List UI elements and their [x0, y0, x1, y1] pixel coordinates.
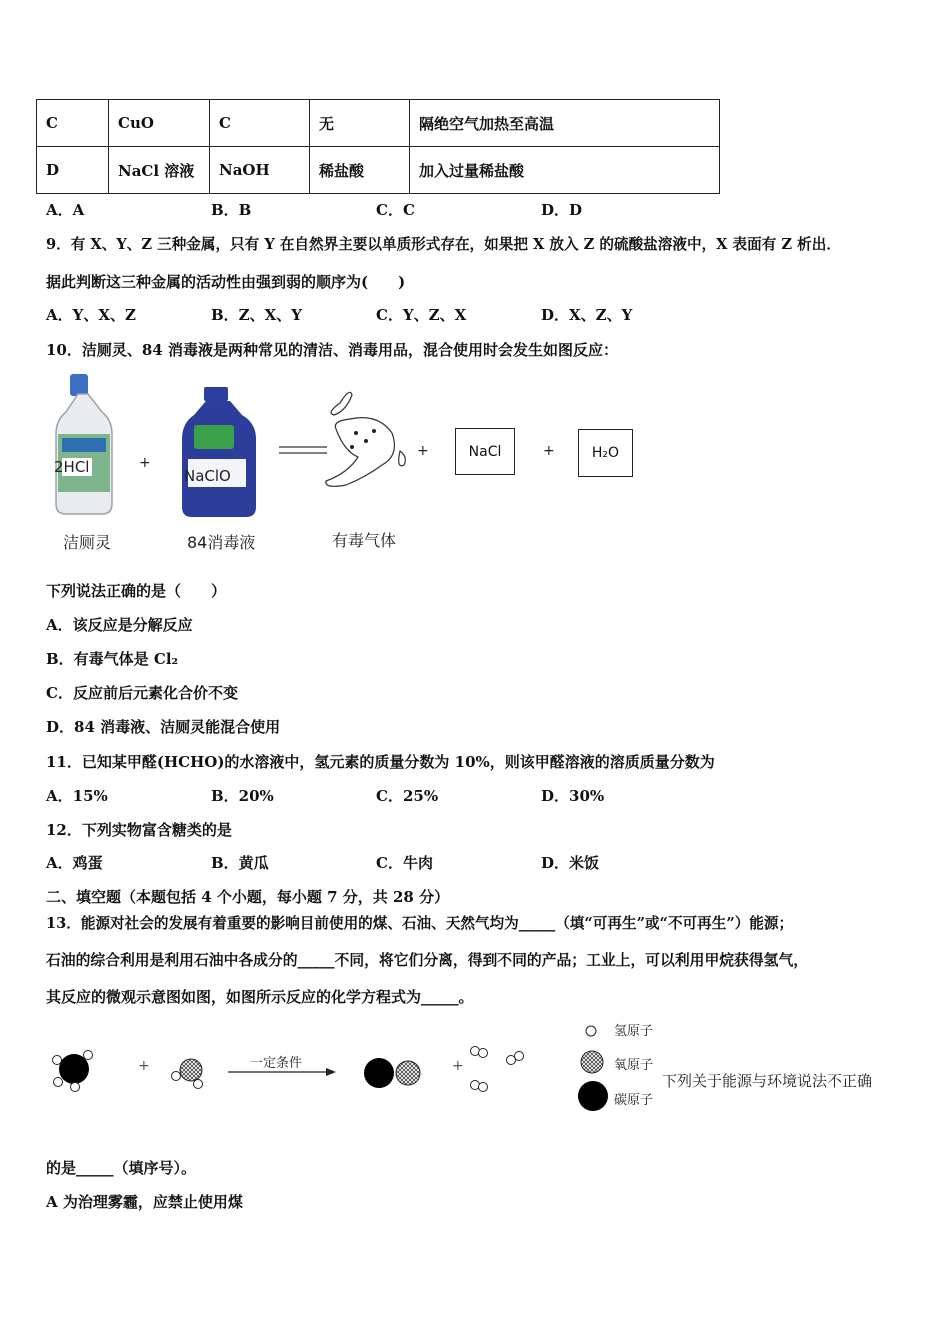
- row-d-reagent: 稀盐酸: [310, 147, 410, 194]
- q10-stem: 10．洁厕灵、84 消毒液是两种常见的清洁、消毒用品，混合使用时会发生如图反应：: [46, 341, 618, 359]
- bottle2-formula: NaClO: [184, 467, 231, 485]
- q8-option-d: D．D: [541, 201, 583, 219]
- q10-option-b: B．有毒气体是 Cl₂: [46, 650, 179, 668]
- q12-stem: 12．下列实物富含糖类的是: [46, 821, 232, 839]
- toxic-gas-icon: [318, 385, 410, 495]
- row-c-impurity: C: [210, 100, 310, 147]
- q12-option-d: D．米饭: [541, 854, 600, 872]
- row-c-reagent: 无: [310, 100, 410, 147]
- methane-reaction-diagram: [46, 1036, 546, 1106]
- svg-text:+: +: [452, 1058, 464, 1074]
- q13-option-a: A 为治理雾霾，应禁止使用煤: [46, 1193, 243, 1211]
- q9-stem-line2: 据此判断这三种金属的活动性由强到弱的顺序为( ): [46, 273, 406, 291]
- q12-option-a: A．鸡蛋: [46, 854, 103, 872]
- reaction-condition: 一定条件: [250, 1056, 303, 1071]
- disinfectant-bottle: [176, 385, 260, 519]
- caption-disinfectant: 84消毒液: [187, 533, 256, 552]
- q8-option-b: B．B: [211, 201, 252, 219]
- q9-option-d: D．X、Z、Y: [541, 306, 633, 324]
- q13-line1: 13．能源对社会的发展有着重要的影响目前使用的煤、石油、天然气均为_____（填“可再生”或“不可再生”）能源；: [46, 915, 794, 932]
- legend-hydrogen: 氢原子: [614, 1024, 654, 1039]
- q9-option-c: C．Y、Z、X: [376, 306, 467, 324]
- row-c-method: 隔绝空气加热至高温: [410, 100, 720, 147]
- row-d-substance: NaCl 溶液: [109, 147, 210, 194]
- caption-toxic-gas: 有毒气体: [332, 531, 397, 550]
- row-c-substance: CuO: [109, 100, 210, 147]
- svg-text:+: +: [138, 1058, 150, 1074]
- q9-option-a: A．Y、X、Z: [46, 306, 136, 324]
- legend-carbon: 碳原子: [614, 1093, 654, 1108]
- q13-line4: 的是_____（填序号）。: [46, 1159, 197, 1177]
- plus-3: +: [543, 443, 555, 459]
- q11-stem: 11．已知某甲醛(HCHO)的水溶液中，氢元素的质量分数为 10%，则该甲醛溶液的溶质质量分数为: [46, 753, 715, 771]
- row-d-impurity: NaOH: [210, 147, 310, 194]
- q12-option-c: C．牛肉: [376, 854, 433, 872]
- row-d-method: 加入过量稀盐酸: [410, 147, 720, 194]
- bottle1-formula: 2HCl: [54, 458, 90, 476]
- q8-option-c: C．C: [376, 201, 415, 219]
- q11-option-c: C．25%: [376, 787, 439, 805]
- atom-legend-icons: [576, 1018, 616, 1114]
- options-table: [36, 99, 720, 194]
- q10-option-a: A．该反应是分解反应: [46, 616, 193, 634]
- q13-line2: 石油的综合利用是利用石油中各成分的_____不同，将它们分离，得到不同的产品；工业上，可以利用甲烷获得氢气，: [46, 952, 809, 969]
- q10-option-c: C．反应前后元素化合价不变: [46, 684, 238, 702]
- caption-toilet-cleaner: 洁厕灵: [63, 533, 112, 552]
- q12-option-b: B．黄瓜: [211, 854, 269, 872]
- legend-oxygen: 氧原子: [614, 1058, 654, 1073]
- nacl-box: NaCl: [455, 428, 515, 475]
- q10-option-d: D．84 消毒液、洁厕灵能混合使用: [46, 718, 281, 736]
- plus-2: +: [417, 443, 429, 459]
- q9-stem-line1: 9．有 X、Y、Z 三种金属，只有 Y 在自然界主要以单质形式存在，如果把 X 放入 Z 的硫酸盐溶液中，X 表面有 Z 析出．: [46, 236, 841, 253]
- section-2-heading: 二、填空题（本题包括 4 个小题，每小题 7 分，共 28 分）: [46, 888, 450, 906]
- q9-option-b: B．Z、X、Y: [211, 306, 302, 324]
- q13-line3: 其反应的微观示意图如图，如图所示反应的化学方程式为_____。: [46, 988, 474, 1006]
- row-d-label: D: [37, 147, 109, 194]
- q8-option-a: A．A: [46, 201, 85, 219]
- row-c-label: C: [37, 100, 109, 147]
- q11-option-b: B．20%: [211, 787, 274, 805]
- plus-1: +: [139, 455, 151, 471]
- toilet-cleaner-bottle: [48, 372, 118, 518]
- water-box: H₂O: [578, 429, 633, 477]
- q10-question: 下列说法正确的是（ ）: [46, 582, 227, 600]
- q11-option-d: D．30%: [541, 787, 605, 805]
- q13-side-text: 下列关于能源与环境说法不正确: [662, 1072, 873, 1090]
- q11-option-a: A．15%: [46, 787, 108, 805]
